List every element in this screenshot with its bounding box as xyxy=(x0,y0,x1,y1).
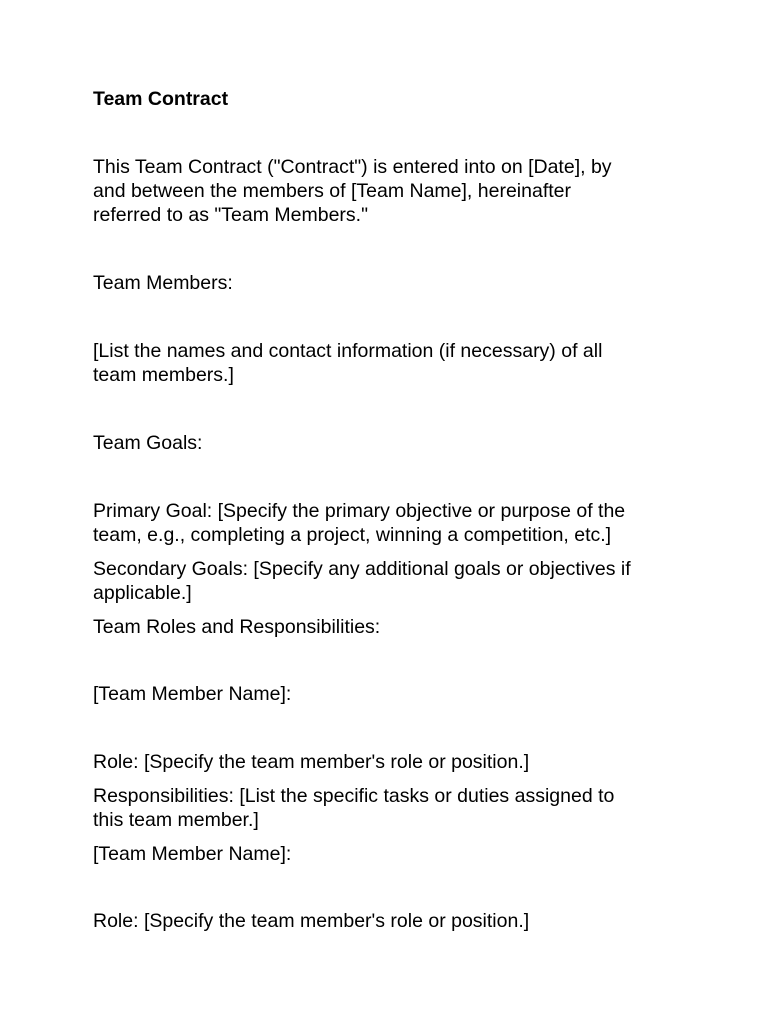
member-name-2: [Team Member Name]: xyxy=(93,843,292,865)
team-members-heading: Team Members: xyxy=(93,272,233,294)
member-responsibilities-1: Responsibilities: [List the specific tasks or duties assigned to this team member.] xyxy=(93,785,615,831)
member-name-1: [Team Member Name]: xyxy=(93,683,292,705)
secondary-goals-paragraph: Secondary Goals: [Specify any additional goals or objectives if applicable.] xyxy=(93,558,631,604)
document-title: Team Contract xyxy=(93,88,229,110)
member-role-1: Role: [Specify the team member's role or position.] xyxy=(93,751,530,773)
primary-goal-paragraph: Primary Goal: [Specify the primary objective or purpose of the team, e.g., completing a project, winning a competition, etc.] xyxy=(93,500,626,546)
roles-heading: Team Roles and Responsibilities: xyxy=(93,616,381,638)
team-members-placeholder: [List the names and contact information (if necessary) of all team members.] xyxy=(93,340,603,386)
intro-paragraph: This Team Contract ("Contract") is entered into on [Date], by and between the members of [Team Name], hereinafter referred to as "Team Members." xyxy=(93,156,612,226)
member-role-2: Role: [Specify the team member's role or position.] xyxy=(93,910,530,932)
team-goals-heading: Team Goals: xyxy=(93,432,203,454)
